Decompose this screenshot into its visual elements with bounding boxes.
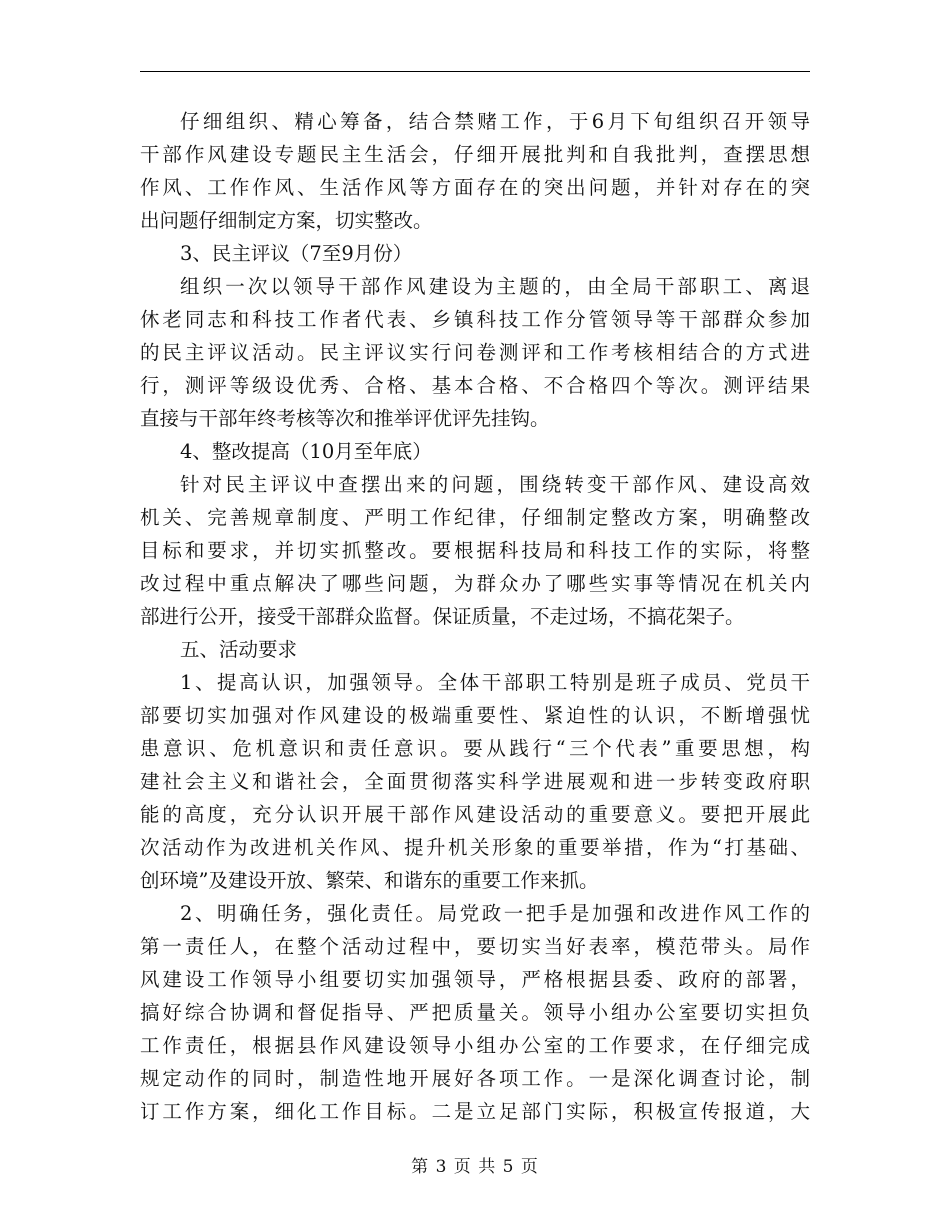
text-line: 1、提高认识，加强领导。全体干部职工特别是班子成员、党员干 (180, 671, 810, 694)
text-line: 行，测评等级设优秀、合格、基本合格、不合格四个等次。测评结果 (140, 374, 810, 397)
text-line: 4、整改提高（10月至年底） (180, 440, 432, 463)
header-rule (140, 71, 810, 72)
text-line: 风建设工作领导小组要切实加强领导，严格根据县委、政府的部署， (140, 968, 810, 991)
text-line: 出问题仔细制定方案，切实整改。 (140, 209, 433, 232)
text-line: 部进行公开，接受干部群众监督。保证质量，不走过场，不搞花架子。 (140, 605, 745, 628)
text-line: 创环境”及建设开放、繁荣、和谐东的重要工作来抓。 (140, 869, 599, 892)
text-line: 组织一次以领导干部作风建设为主题的，由全局干部职工、离退 (180, 275, 810, 298)
text-line: 机关、完善规章制度、严明工作纪律，仔细制定整改方案，明确整改 (140, 506, 810, 529)
text-line: 直接与干部年终考核等次和推举评优评先挂钩。 (140, 407, 550, 430)
page-number: 第 3 页 共 5 页 (411, 1157, 539, 1177)
text-line: 工作责任，根据县作风建设领导小组办公室的工作要求，在仔细完成 (140, 1034, 810, 1057)
text-line: 第一责任人，在整个活动过程中，要切实当好表率，模范带头。局作 (140, 935, 810, 958)
text-line: 休老同志和科技工作者代表、乡镇科技工作分管领导等干部群众参加 (140, 308, 810, 331)
text-line: 患意识、危机意识和责任意识。要从践行“三个代表”重要思想，构 (140, 737, 810, 760)
text-line: 规定动作的同时，制造性地开展好各项工作。一是深化调查讨论，制 (140, 1067, 810, 1090)
text-line: 搞好综合协调和督促指导、严把质量关。领导小组办公室要切实担负 (140, 1001, 810, 1024)
text-line: 建社会主义和谐社会，全面贯彻落实科学进展观和进一步转变政府职 (140, 770, 810, 793)
text-line: 次活动作为改进机关作风、提升机关形象的重要举措，作为“打基础、 (140, 836, 810, 859)
text-line: 针对民主评议中查摆出来的问题，围绕转变干部作风、建设高效 (180, 473, 810, 496)
text-line: 作风、工作作风、生活作风等方面存在的突出问题，并针对存在的突 (140, 176, 810, 199)
text-line: 订工作方案，细化工作目标。二是立足部门实际，积极宣传报道，大 (140, 1100, 810, 1123)
document-body (140, 105, 810, 1128)
text-line: 仔细组织、精心筹备，结合禁赌工作，于6月下旬组织召开领导 (180, 110, 810, 133)
text-line: 能的高度，充分认识开展干部作风建设活动的重要意义。要把开展此 (140, 803, 810, 826)
text-line: 五、活动要求 (180, 638, 298, 661)
text-line: 目标和要求，并切实抓整改。要根据科技局和科技工作的实际，将整 (140, 539, 810, 562)
text-line: 部要切实加强对作风建设的极端重要性、紧迫性的认识，不断增强忧 (140, 704, 810, 727)
text-line: 2、明确任务，强化责任。局党政一把手是加强和改进作风工作的 (180, 902, 810, 925)
text-line: 干部作风建设专题民主生活会，仔细开展批判和自我批判，查摆思想 (140, 143, 810, 166)
text-line: 3、民主评议（7至9月份） (180, 242, 413, 265)
text-line: 的民主评议活动。民主评议实行问卷测评和工作考核相结合的方式进 (140, 341, 810, 364)
text-line: 改过程中重点解决了哪些问题，为群众办了哪些实事等情况在机关内 (140, 572, 810, 595)
